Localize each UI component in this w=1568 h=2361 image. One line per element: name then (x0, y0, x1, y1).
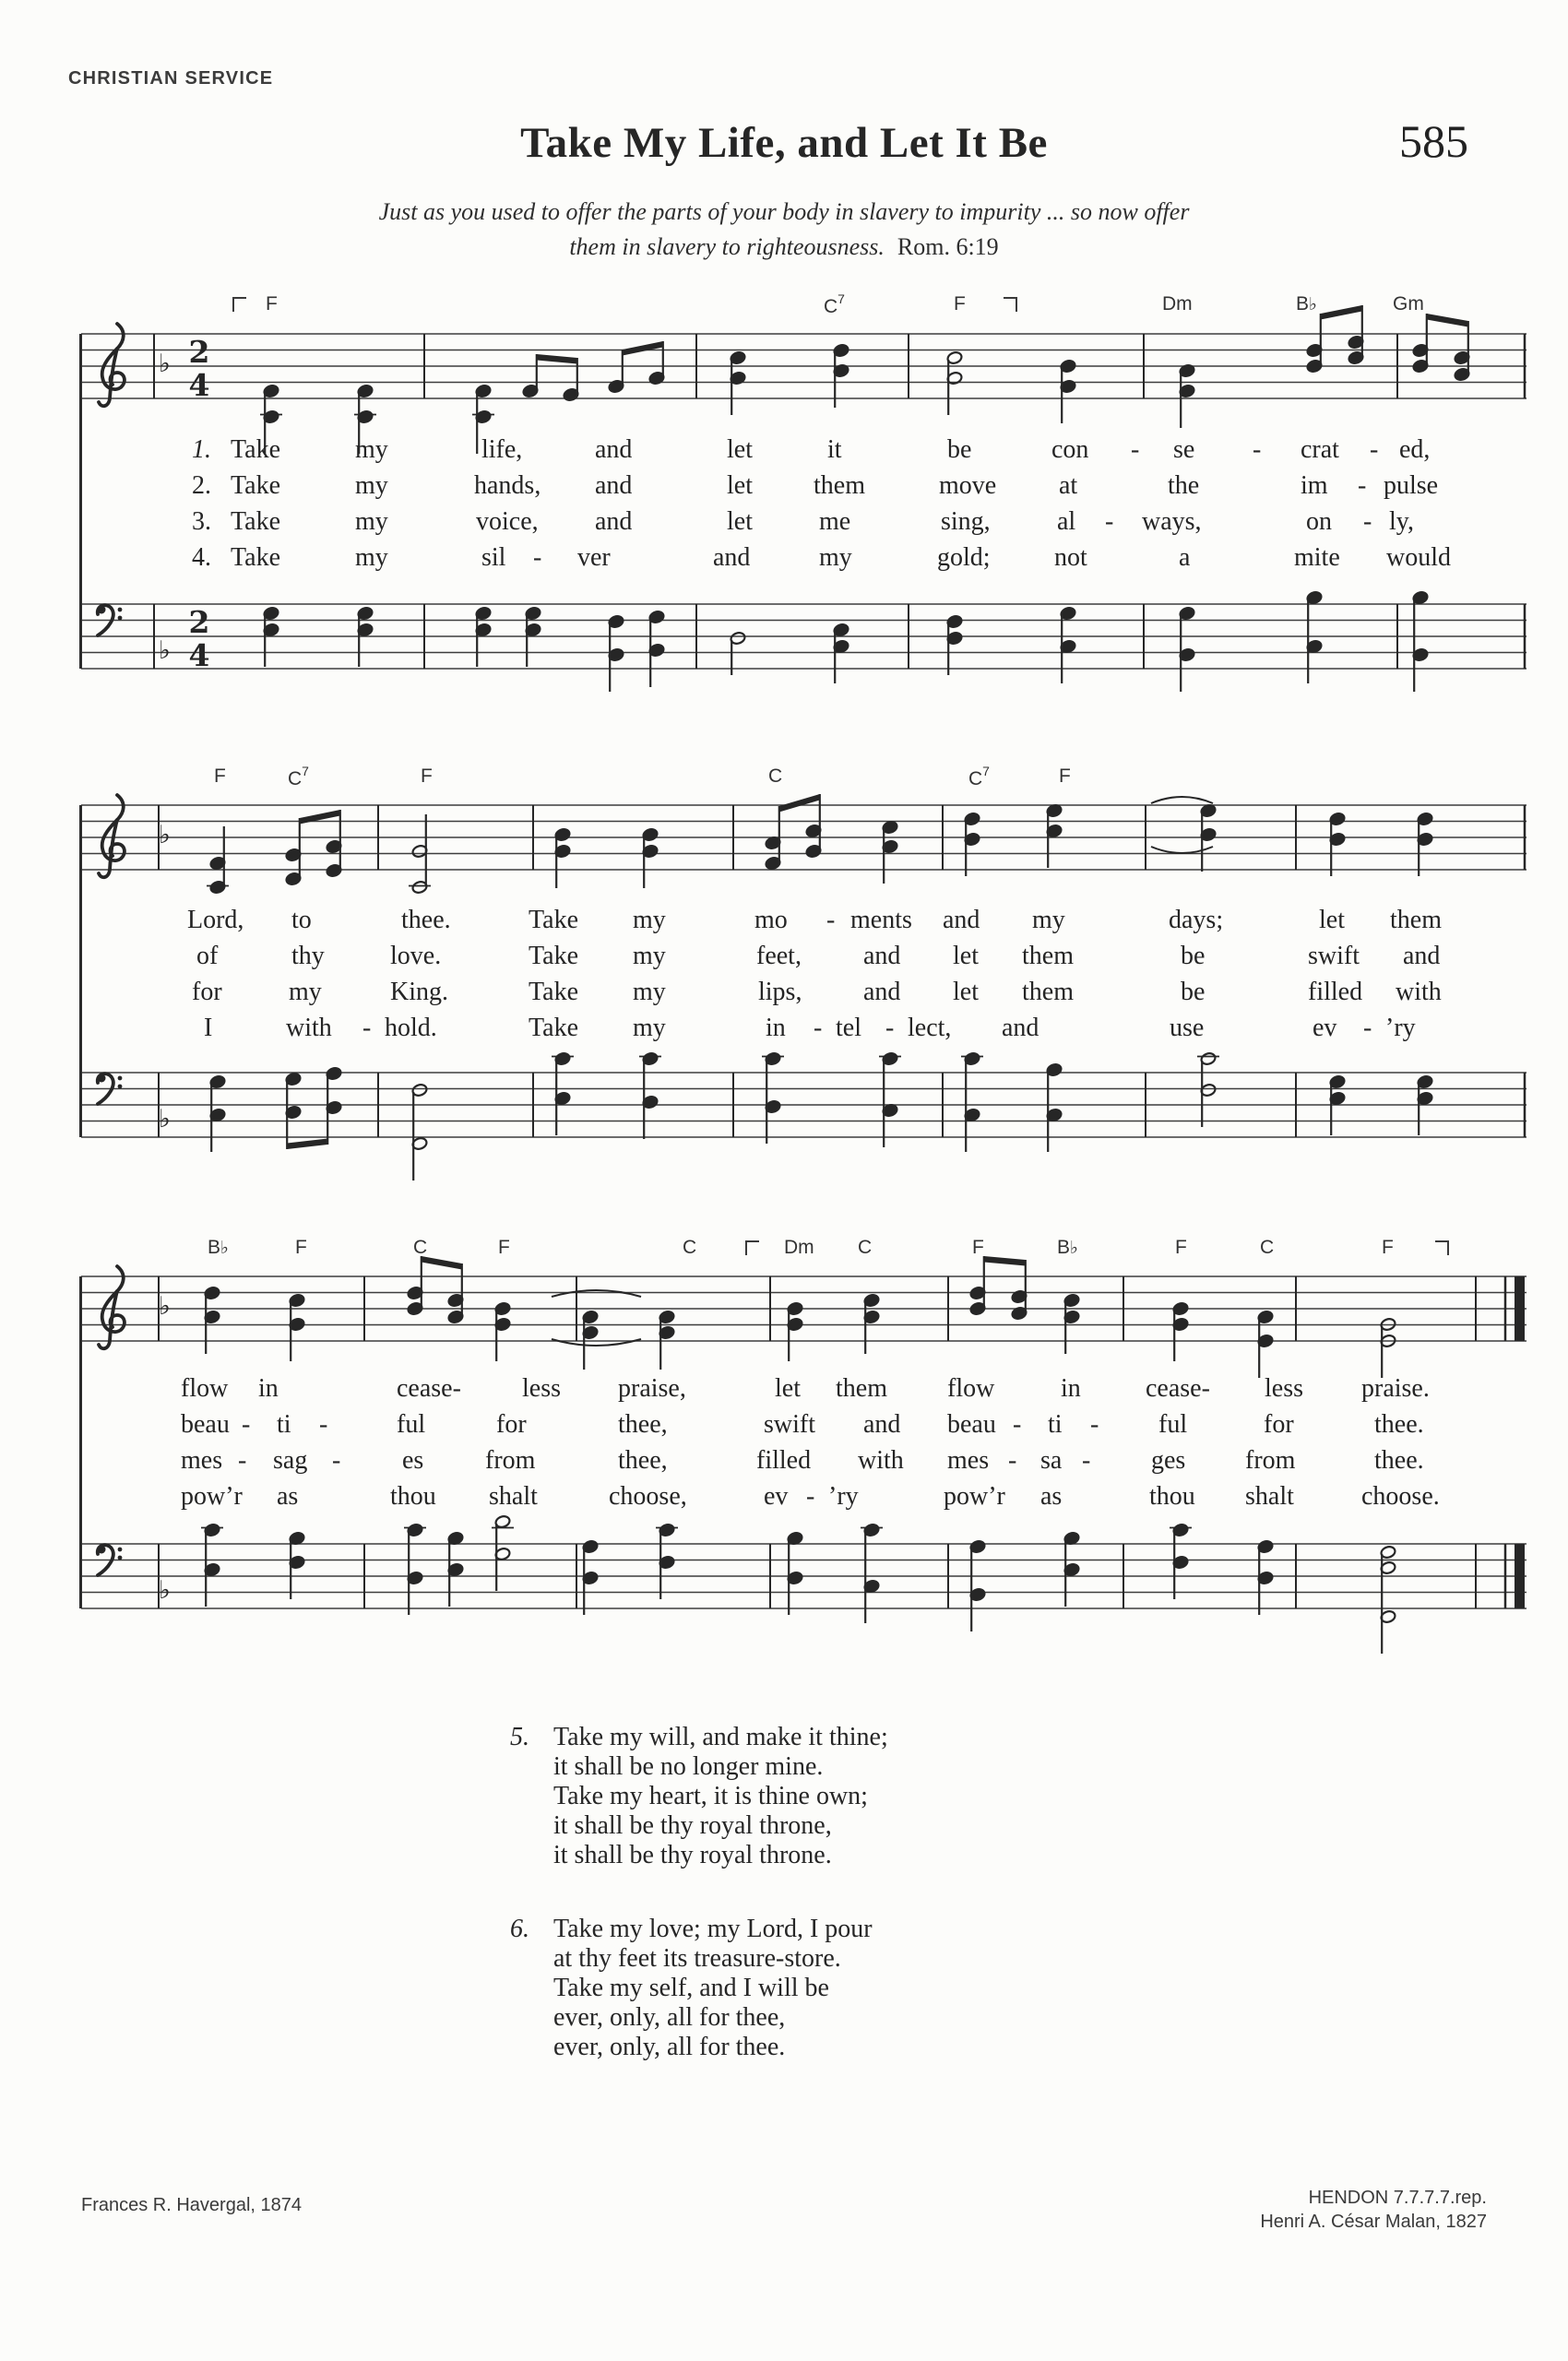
lyric-syllable: - (814, 1014, 823, 1042)
lyric-syllable: would (1386, 543, 1451, 572)
lyric-syllable: - (1370, 435, 1379, 464)
chord-symbol: $C^7$ (968, 764, 990, 789)
lyric-syllable: - (1363, 507, 1372, 536)
lyric-syllable: pulse (1384, 471, 1439, 500)
lyric-syllable: shalt (1245, 1482, 1294, 1511)
lyric-syllable: the (1168, 471, 1200, 500)
verse-6 (510, 1915, 873, 2062)
lyric-syllable: ’ry (1385, 1014, 1416, 1042)
verse-line: ever, only, all for thee. (553, 2033, 786, 2061)
lyric-syllable: ful (1158, 1410, 1188, 1439)
scripture-reference: Rom. 6:19 (897, 233, 999, 260)
lyric-syllable: and (595, 435, 633, 464)
lyric-syllable: with (1396, 978, 1442, 1006)
lyric-syllable: and (1002, 1014, 1039, 1042)
category-header: CHRISTIAN SERVICE (68, 68, 274, 89)
lyric-syllable: a (1179, 543, 1191, 572)
lyric-syllable: Lord, (187, 906, 244, 934)
lyric-syllable: from (485, 1446, 536, 1475)
chord-symbol: $C^7$ (288, 764, 309, 789)
lyric-syllable: not (1054, 543, 1087, 572)
lyric-syllable: 3. (192, 507, 211, 536)
lyric-syllable: thee. (401, 906, 451, 934)
lyric-syllable: my (819, 543, 852, 572)
lyric-syllable: - (332, 1446, 341, 1475)
lyric-syllable: of (196, 942, 219, 970)
lyric-syllable: thee. (1374, 1446, 1424, 1475)
lyric-syllable: swift (764, 1410, 815, 1439)
chord-symbol: F (266, 293, 278, 314)
lyric-syllable: mes (181, 1446, 223, 1475)
lyric-syllable: and (863, 1410, 901, 1439)
lyric-syllable: in (766, 1014, 786, 1042)
lyric-syllable: - (242, 1410, 251, 1439)
lyric-syllable: let (1319, 906, 1345, 934)
lyric-syllable: be (1181, 942, 1206, 970)
lyric-syllable: let (953, 942, 979, 970)
lyric-syllable: love. (390, 942, 442, 970)
lyric-syllable: sil (481, 543, 506, 572)
lyric-syllable: swift (1308, 942, 1360, 970)
chord-symbol: F (1059, 765, 1071, 787)
lyric-syllable: - (806, 1482, 815, 1511)
lyric-syllable: - (1358, 471, 1367, 500)
verse-line: it shall be no longer mine. (553, 1752, 824, 1781)
lyric-syllable: be (947, 435, 972, 464)
lyric-syllable: thee. (1374, 1410, 1424, 1439)
lyric-syllable: ly, (1389, 507, 1414, 536)
lyric-syllable: as (277, 1482, 299, 1511)
lyric-syllable: con (1051, 435, 1089, 464)
verse-number: 6. (510, 1915, 529, 1943)
chord-symbol: F (972, 1237, 984, 1258)
lyric-syllable: at (1059, 471, 1078, 500)
lyric-syllable: Take (529, 942, 579, 970)
phrase-bracket-left (745, 1240, 759, 1255)
chord-symbol: F (421, 765, 433, 787)
lyric-syllable: for (1264, 1410, 1294, 1439)
lyric-syllable: my (289, 978, 322, 1006)
lyric-syllable: it (827, 435, 842, 464)
lyric-syllable: my (355, 543, 388, 572)
lyric-syllable: tel (836, 1014, 861, 1042)
lyric-syllable: - (238, 1446, 247, 1475)
lyric-syllable: Take (529, 906, 579, 934)
lyric-syllable: cease- (1146, 1374, 1210, 1403)
lyric-syllable: shalt (489, 1482, 538, 1511)
lyric-syllable: sag (273, 1446, 308, 1475)
verse-line: it shall be thy royal throne, (553, 1811, 832, 1840)
lyric-syllable: mes (947, 1446, 990, 1475)
verse-line: Take my love; my Lord, I pour (553, 1915, 873, 1943)
lyric-syllable: ver (577, 543, 611, 572)
composer-credit: Henri A. César Malan, 1827 (1260, 2212, 1487, 2232)
lyric-syllable: sing, (941, 507, 991, 536)
lyric-syllable: from (1245, 1446, 1296, 1475)
lyric-syllable: my (355, 435, 388, 464)
lyric-syllable: ges (1151, 1446, 1186, 1475)
lyric-syllable: less (1265, 1374, 1303, 1403)
lyric-syllable: hold. (385, 1014, 437, 1042)
lyric-syllable: my (355, 507, 388, 536)
lyric-syllable: - (1008, 1446, 1017, 1475)
lyric-syllable: let (727, 507, 753, 536)
verse-line: at thy feet its treasure-store. (553, 1944, 841, 1973)
lyric-syllable: them (1022, 942, 1074, 970)
lyric-syllable: choose, (609, 1482, 687, 1511)
svg-text:♭: ♭ (159, 1105, 171, 1133)
lyric-syllable: - (826, 906, 836, 934)
svg-text:♭: ♭ (159, 1292, 171, 1321)
lyric-syllable: thy (291, 942, 325, 970)
chord-symbol: B♭ (1296, 293, 1317, 314)
lyric-syllable: filled (1308, 978, 1363, 1006)
lyric-syllable: in (258, 1374, 279, 1403)
lyric-syllable: and (595, 507, 633, 536)
lyric-syllable: - (1253, 435, 1262, 464)
lyric-syllable: ed, (1399, 435, 1431, 464)
lyric-syllable: ments (850, 906, 912, 934)
chord-symbol: F (1175, 1237, 1187, 1258)
lyric-syllable: - (533, 543, 542, 572)
lyric-syllable: and (863, 978, 901, 1006)
lyric-syllable: beau (947, 1410, 996, 1439)
lyric-syllable: crat (1301, 435, 1339, 464)
chord-symbol: B♭ (208, 1237, 229, 1258)
lyric-syllable: them (1022, 978, 1074, 1006)
phrase-bracket-right (1004, 297, 1017, 312)
lyric-syllable: on (1306, 507, 1332, 536)
epigraph-line-2-text: them in slavery to righteousness. (569, 233, 885, 260)
lyric-syllable: them (814, 471, 865, 500)
lyric-syllable: Take (231, 507, 281, 536)
chord-symbol: C (858, 1237, 873, 1258)
lyric-syllable: Take (231, 435, 281, 464)
lyric-syllable: lect, (908, 1014, 952, 1042)
lyric-syllable: gold; (937, 543, 991, 572)
chord-symbol: F (1382, 1237, 1394, 1258)
lyric-syllable: flow (947, 1374, 995, 1403)
lyric-syllable: my (633, 906, 666, 934)
lyric-syllable: praise, (618, 1374, 686, 1403)
lyric-syllable: with (286, 1014, 332, 1042)
lyric-syllable: them (836, 1374, 887, 1403)
lyric-syllable: my (633, 942, 666, 970)
lyric-syllable: days; (1169, 906, 1224, 934)
lyric-syllable: my (633, 1014, 666, 1042)
lyric-syllable: - (1131, 435, 1140, 464)
lyric-syllable: praise. (1361, 1374, 1430, 1403)
lyric-syllable: cease- (397, 1374, 461, 1403)
lyric-syllable: hands, (474, 471, 541, 500)
lyric-syllable: my (633, 978, 666, 1006)
lyric-syllable: - (885, 1014, 895, 1042)
lyric-syllable: let (727, 435, 753, 464)
lyric-syllable: feet, (756, 942, 802, 970)
svg-text:2: 2 (188, 334, 210, 370)
lyric-syllable: move (939, 471, 997, 500)
chord-symbol: C (413, 1237, 428, 1258)
lyric-syllable: choose. (1361, 1482, 1440, 1511)
system-left-barline-1 (79, 334, 82, 669)
verse-line: Take my self, and I will be (553, 1974, 829, 2002)
svg-text:♭: ♭ (159, 1576, 171, 1605)
svg-text:♭: ♭ (159, 636, 171, 665)
lyric-syllable: - (1090, 1410, 1099, 1439)
lyric-syllable: with (858, 1446, 904, 1475)
lyric-syllable: let (775, 1374, 801, 1403)
svg-text:♭: ♭ (159, 821, 171, 849)
lyric-syllable: ev (1313, 1014, 1337, 1042)
lyric-syllable: for (496, 1410, 527, 1439)
lyric-syllable: use (1170, 1014, 1205, 1042)
lyric-syllable: filled (756, 1446, 812, 1475)
lyric-syllable: them (1390, 906, 1442, 934)
chord-symbol: Dm (1162, 293, 1193, 314)
svg-text:2: 2 (188, 604, 210, 640)
lyric-syllable: Take (231, 471, 281, 500)
lyric-syllable: beau (181, 1410, 230, 1439)
system-left-barline-2 (79, 805, 82, 1137)
lyric-syllable: - (1363, 1014, 1372, 1042)
lyric-syllable: Take (231, 543, 281, 572)
verse-line: ever, only, all for thee, (553, 2003, 786, 2032)
lyric-syllable: ti (277, 1410, 291, 1439)
lyric-syllable: se (1173, 435, 1195, 464)
phrase-bracket-right (1435, 1240, 1449, 1255)
chord-symbol: $C^7$ (824, 291, 845, 317)
chord-symbol: Dm (784, 1237, 814, 1258)
hymn-number: 585 (1399, 115, 1468, 167)
lyric-syllable: me (819, 507, 851, 536)
verse-number: 5. (510, 1723, 529, 1751)
chord-symbol: F (498, 1237, 510, 1258)
verse-line: Take my heart, it is thine own; (553, 1782, 868, 1810)
tune-name: HENDON 7.7.7.7.rep. (1308, 2188, 1487, 2208)
lyric-syllable: lips, (758, 978, 802, 1006)
lyric-syllable: in (1061, 1374, 1081, 1403)
lyric-syllable: thee, (618, 1446, 668, 1475)
verse-line: it shall be thy royal throne. (553, 1841, 832, 1869)
lyric-syllable: al (1057, 507, 1076, 536)
chord-symbol: F (954, 293, 966, 314)
lyric-syllable: for (192, 978, 222, 1006)
chord-symbol: F (214, 765, 226, 787)
lyric-syllable: ti (1048, 1410, 1063, 1439)
lyric-syllable: be (1181, 978, 1206, 1006)
lyric-syllable: let (727, 471, 753, 500)
lyric-syllable: thou (390, 1482, 436, 1511)
lyric-syllable: pow’r (181, 1482, 243, 1511)
author-credit: Frances R. Havergal, 1874 (81, 2195, 303, 2215)
lyric-syllable: as (1040, 1482, 1063, 1511)
verse-line: Take my will, and make it thine; (553, 1723, 888, 1751)
lyric-syllable: and (1403, 942, 1441, 970)
lyric-syllable: and (595, 471, 633, 500)
lyric-syllable: less (522, 1374, 561, 1403)
lyric-syllable: thee, (618, 1410, 668, 1439)
chord-symbol: Gm (1393, 293, 1424, 314)
lyric-syllable: ways, (1142, 507, 1202, 536)
svg-text:4: 4 (188, 637, 210, 673)
lyric-syllable: 4. (192, 543, 211, 572)
lyric-syllable: - (1013, 1410, 1022, 1439)
lyric-syllable: to (291, 906, 312, 934)
lyric-syllable: - (362, 1014, 372, 1042)
lyric-syllable: my (1032, 906, 1065, 934)
lyric-syllable: and (713, 543, 751, 572)
verse-5 (510, 1723, 888, 1870)
lyric-syllable: es (402, 1446, 424, 1475)
lyric-syllable: thou (1149, 1482, 1195, 1511)
lyric-syllable: pow’r (944, 1482, 1005, 1511)
phrase-bracket-left (232, 297, 246, 312)
lyric-syllable: ful (397, 1410, 426, 1439)
lyric-syllable: mite (1294, 543, 1340, 572)
svg-text:4: 4 (188, 367, 210, 403)
chord-symbol: C (683, 1237, 697, 1258)
lyric-syllable: mo (754, 906, 788, 934)
chord-symbol: F (295, 1237, 307, 1258)
lyric-syllable: my (355, 471, 388, 500)
chord-symbol: C (768, 765, 783, 787)
lyric-syllable: Take (529, 1014, 579, 1042)
lyric-syllable: sa (1040, 1446, 1063, 1475)
lyric-syllable: voice, (476, 507, 539, 536)
lyric-syllable: - (1082, 1446, 1091, 1475)
lyric-syllable: ’ry (828, 1482, 859, 1511)
chord-symbol: C (1260, 1237, 1275, 1258)
lyric-syllable: - (319, 1410, 328, 1439)
svg-text:♭: ♭ (159, 350, 171, 378)
system-left-barline-3 (79, 1276, 82, 1608)
lyric-syllable: - (1105, 507, 1114, 536)
lyric-syllable: Take (529, 978, 579, 1006)
lyric-syllable: ev (764, 1482, 789, 1511)
lyric-syllable: let (953, 978, 979, 1006)
lyric-syllable: flow (181, 1374, 229, 1403)
lyric-syllable: King. (390, 978, 448, 1006)
lyric-syllable: life, (481, 435, 523, 464)
lyric-syllable: and (943, 906, 980, 934)
lyric-syllable: I (204, 1014, 213, 1042)
hymn-title: Take My Life, and Let It Be (520, 119, 1048, 167)
lyric-syllable: and (863, 942, 901, 970)
chord-symbol: B♭ (1057, 1237, 1078, 1258)
lyric-syllable: 2. (192, 471, 211, 500)
lyric-syllable: im (1301, 471, 1328, 500)
tune-credits (1260, 2186, 1487, 2234)
epigraph-line-1: Just as you used to offer the parts of your body in slavery to impurity ... so now offer (378, 198, 1190, 225)
lyric-syllable: 1. (192, 435, 211, 464)
